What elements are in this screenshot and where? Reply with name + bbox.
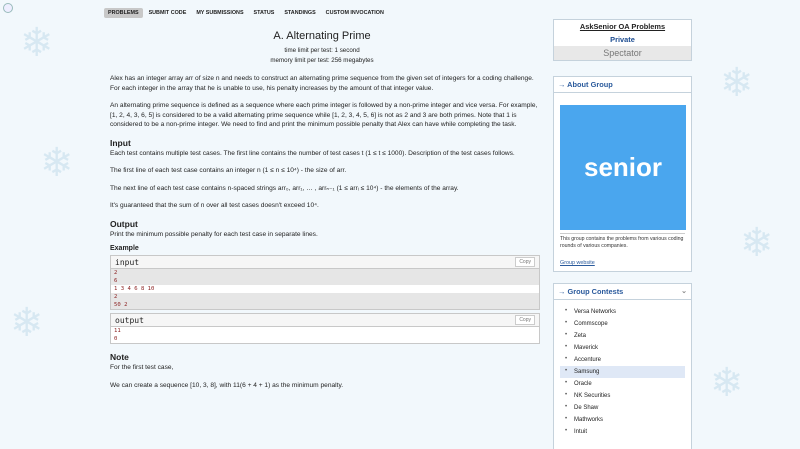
menu-status[interactable]: STATUS xyxy=(253,10,275,16)
spectator-label: Spectator xyxy=(554,46,691,60)
group-info-box xyxy=(553,19,692,61)
note-heading: Note xyxy=(110,352,129,362)
contest-item[interactable]: • Mathworks xyxy=(560,414,685,426)
snowflake-icon: ❄ xyxy=(710,360,744,406)
input-paragraph-1: Each test contains multiple test cases. The first line contains the number of test cases t (1 ≤ t ≤ 1000). Description of the test cases follows. xyxy=(110,149,515,157)
contest-item[interactable]: • Intuit xyxy=(560,426,685,438)
sample-input-label: input xyxy=(115,257,140,267)
sample-input-line: 2 xyxy=(111,293,539,301)
contest-list xyxy=(554,300,691,438)
group-private-label: Private xyxy=(610,35,635,44)
input-heading: Input xyxy=(110,137,131,148)
menu-submit-code[interactable]: SUBMIT CODE xyxy=(148,10,187,16)
menu-custom-invocation[interactable]: CUSTOM INVOCATION xyxy=(325,10,384,16)
sample-input-box xyxy=(110,255,540,310)
problem-title: A. Alternating Prime xyxy=(273,30,371,42)
group-title-link[interactable]: AskSenior OA Problems xyxy=(579,22,666,31)
snowflake-icon: ❄ xyxy=(10,300,44,346)
top-menu xyxy=(104,8,390,18)
contest-item[interactable]: • Zeta xyxy=(560,330,685,342)
menu-standings[interactable]: STANDINGS xyxy=(284,10,316,16)
sample-input-line: 2 xyxy=(111,269,539,277)
snowflake-icon: ❄ xyxy=(20,20,54,66)
contest-item[interactable]: • Oracle xyxy=(560,378,685,390)
legend-paragraph-2: An alternating prime sequence is defined as a sequence where each prime integer is followed by a non-prime integer and vice versa. For example, [1, 2, 4, 3, 6, 5] is considered to be a valid alternating prime sequence while [1, 2, 3, 4, 5, 6] is not as 2 and 3 are both primes. Note that 1 is considered to be a non-prime integer. We need to find and print the minimum possible penalty that Alex can have while completing the task. xyxy=(110,102,538,128)
problem-statement xyxy=(104,22,540,390)
sample-input-line: 1 3 4 6 8 10 xyxy=(114,286,155,292)
input-paragraph-2: The first line of each test case contains an integer n (1 ≤ n ≤ 10⁴) - the size of arr. xyxy=(110,167,347,174)
group-logo-text: senior xyxy=(583,152,663,182)
note-paragraph-2: We can create a sequence [10, 3, 8], with 11(6 + 4 + 1) as the minimum penalty. xyxy=(110,381,344,389)
group-website-link[interactable]: Group website xyxy=(560,260,595,266)
memory-limit: memory limit per test: 256 megabytes xyxy=(270,57,374,64)
output-heading: Output xyxy=(110,218,138,229)
site-logo-icon[interactable] xyxy=(3,3,13,13)
contest-item[interactable]: • Commscope xyxy=(560,318,685,330)
sample-output-line: 11 xyxy=(114,328,121,334)
output-paragraph: Print the minimum possible penalty for each test case in separate lines. xyxy=(110,230,318,238)
contest-item[interactable]: • Maverick xyxy=(560,342,685,354)
about-group-description: This group contains the problems from various coding rounds of various companies. xyxy=(560,233,685,250)
copy-input-button[interactable]: Copy xyxy=(515,257,535,267)
sample-output-line: 0 xyxy=(114,336,118,342)
snowflake-icon: ❄ xyxy=(740,220,774,266)
group-contests-header xyxy=(554,284,691,300)
contest-item[interactable]: • Accenture xyxy=(560,354,685,366)
sample-input-line: 50 2 xyxy=(111,301,539,309)
menu-problems[interactable]: PROBLEMS xyxy=(104,8,143,18)
sample-input-line: 6 xyxy=(111,277,539,285)
contest-item[interactable]: • NK Securities xyxy=(560,390,685,402)
input-paragraph-3: The next line of each test case contains n-spaced strings arr₀, arr₁, … , arrₙ₋₁ (1 ≤ arrᵢ ≤ 10⁴) - the elements of the array. xyxy=(110,184,459,192)
snowflake-icon: ❄ xyxy=(40,140,74,186)
group-contests-box xyxy=(553,283,692,449)
contest-item[interactable]: • De Shaw xyxy=(560,402,685,414)
sample-output-label: output xyxy=(115,315,144,325)
copy-output-button[interactable]: Copy xyxy=(515,315,535,325)
problem-limits xyxy=(104,46,540,66)
chevron-down-icon[interactable]: ⌄ xyxy=(681,288,687,295)
about-group-title: → About Group xyxy=(558,80,613,89)
group-logo xyxy=(560,105,686,230)
about-group-box xyxy=(553,76,692,272)
group-contests-title: → Group Contests xyxy=(558,287,624,296)
input-paragraph-4: It's guaranteed that the sum of n over all test cases doesn't exceed 10⁴. xyxy=(110,202,319,209)
snowflake-icon: ❄ xyxy=(720,60,754,106)
time-limit: time limit per test: 1 second xyxy=(284,47,360,54)
sample-output-box xyxy=(110,313,540,344)
contest-item[interactable]: • Versa Networks xyxy=(560,306,685,318)
contest-item-selected[interactable]: • Samsung xyxy=(560,366,685,378)
about-group-header xyxy=(554,77,691,93)
legend-paragraph-1: Alex has an integer array arr of size n and needs to construct an alternating prime sequence from the given set of integers for a coding challenge. For each integer in the array that he is unable to use, his penalty increases by the amount of that integer value. xyxy=(110,75,534,92)
menu-my-submissions[interactable]: MY SUBMISSIONS xyxy=(196,10,244,16)
example-heading: Example xyxy=(110,245,139,252)
note-paragraph-1: For the first test case, xyxy=(110,364,174,371)
